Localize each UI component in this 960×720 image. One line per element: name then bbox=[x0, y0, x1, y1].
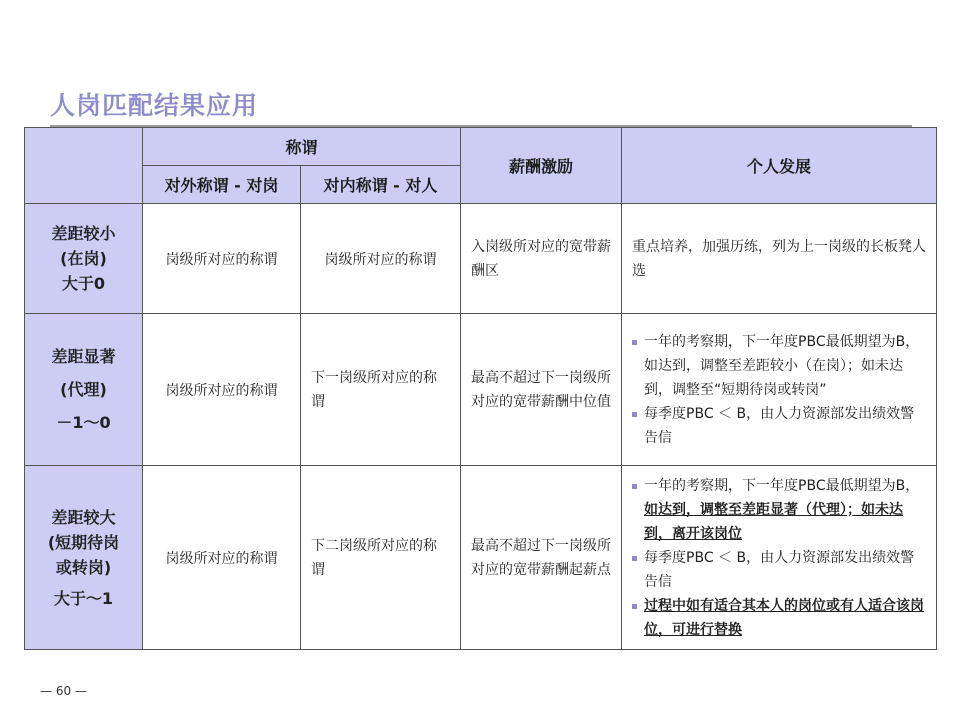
list-item: 一年的考察期，下一年度PBC最低期望为B，如达到，调整至差距显著（代理）；如未达到，离开该岗位 bbox=[630, 474, 926, 546]
header-development: 个人发展 bbox=[622, 128, 937, 204]
row-label: 差距较大 (短期待岗 或转岗) 大于～1 bbox=[25, 466, 143, 650]
development-cell bbox=[622, 466, 937, 650]
title-internal-cell: 下二岗级所对应的称谓 bbox=[301, 466, 461, 650]
list-item: 过程中如有适合其本人的岗位或有人适合该岗位，可进行替换 bbox=[630, 594, 926, 642]
development-cell bbox=[622, 314, 937, 466]
salary-cell: 最高不超过下一岗级所对应的宽带薪酬起薪点 bbox=[461, 466, 622, 650]
table-row bbox=[25, 466, 937, 650]
row-label: 差距显著 (代理) －1～0 bbox=[25, 314, 143, 466]
salary-cell: 入岗级所对应的宽带薪酬区 bbox=[461, 204, 622, 314]
list-item: 一年的考察期，下一年度PBC最低期望为B，如达到，调整至差距较小（在岗）；如未达到，调整至“短期待岗或转岗” bbox=[630, 330, 926, 402]
title-external-cell: 岗级所对应的称谓 bbox=[143, 314, 301, 466]
matching-result-table bbox=[24, 127, 937, 650]
list-item: 每季度PBC ＜ B，由人力资源部发出绩效警告信 bbox=[630, 402, 926, 450]
page-title: 人岗匹配结果应用 bbox=[50, 91, 259, 120]
list-item: 每季度PBC ＜ B，由人力资源部发出绩效警告信 bbox=[630, 546, 926, 594]
header-salary: 薪酬激励 bbox=[461, 128, 622, 204]
page-number: — 60 — bbox=[40, 684, 87, 698]
header-title-internal: 对内称谓 - 对人 bbox=[301, 166, 461, 204]
development-cell: 重点培养，加强历练，列为上一岗级的长板凳人选 bbox=[622, 204, 937, 314]
title-internal-cell: 岗级所对应的称谓 bbox=[301, 204, 461, 314]
title-external-cell: 岗级所对应的称谓 bbox=[143, 204, 301, 314]
title-internal-cell: 下一岗级所对应的称谓 bbox=[301, 314, 461, 466]
header-title-group: 称谓 bbox=[143, 128, 461, 166]
table-row bbox=[25, 314, 937, 466]
header-title-external: 对外称谓 - 对岗 bbox=[143, 166, 301, 204]
title-external-cell: 岗级所对应的称谓 bbox=[143, 466, 301, 650]
header-corner bbox=[25, 128, 143, 204]
row-label: 差距较小 (在岗) 大于0 bbox=[25, 204, 143, 314]
table-row bbox=[25, 204, 937, 314]
salary-cell: 最高不超过下一岗级所对应的宽带薪酬中位值 bbox=[461, 314, 622, 466]
